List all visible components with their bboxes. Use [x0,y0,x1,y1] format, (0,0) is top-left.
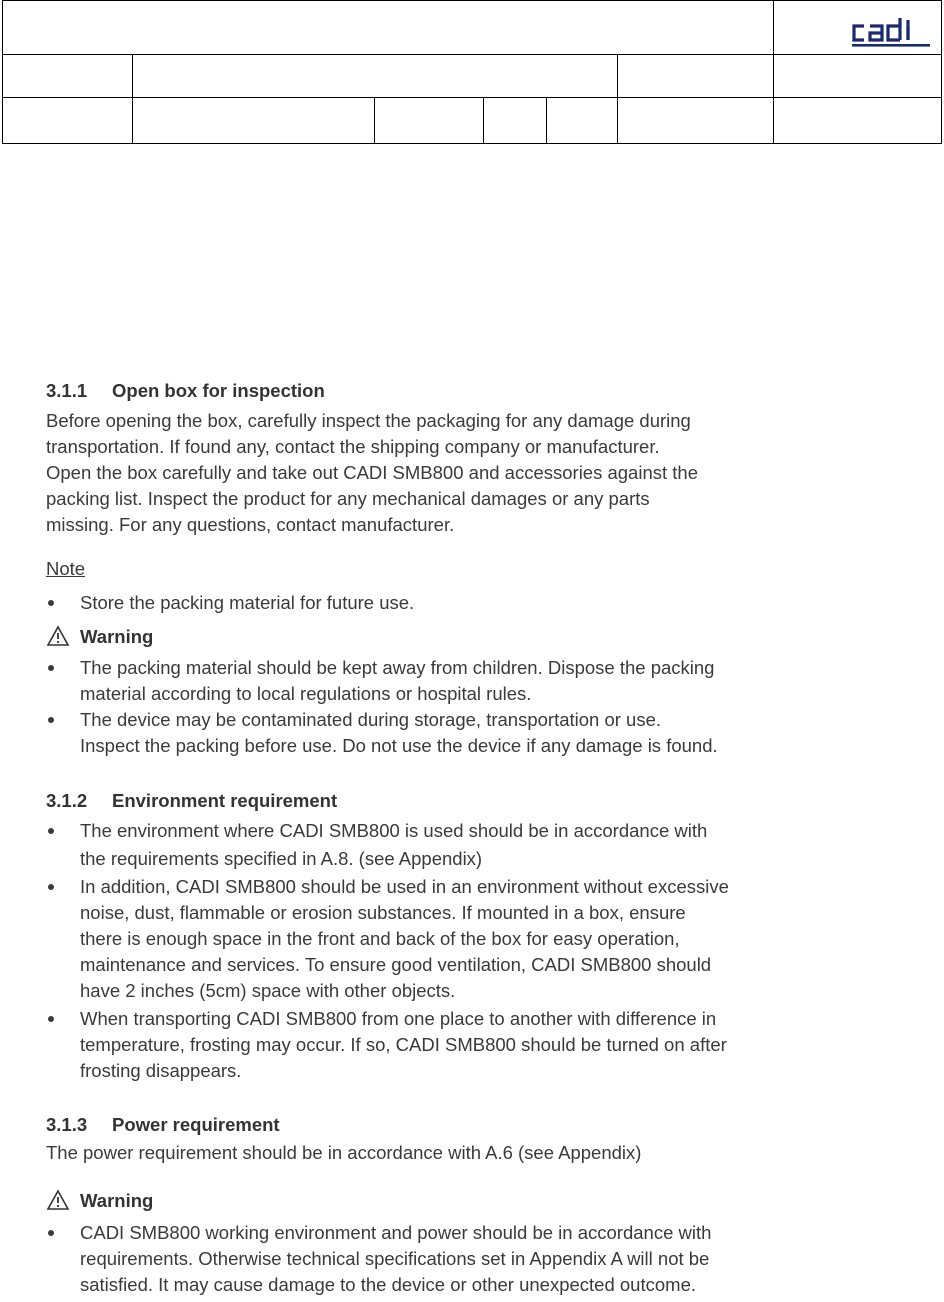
note-label: Note [46,558,86,579]
warning-heading [46,624,153,650]
section-3-1-2-heading [46,788,337,814]
bullet-text: noise, dust, flammable or erosion substances. If mounted in a box, ensure [80,902,686,923]
bullet-text: satisfied. It may cause damage to the device or other unexpected outcome. [80,1274,696,1295]
section-title: Environment requirement [112,790,338,811]
bullet-text: CADI SMB800 working environment and power should be in accordance with [80,1222,712,1243]
bullet-text: the requirements specified in A.8. (see Appendix) [80,848,483,869]
bullet-text: In addition, CADI SMB800 should be used in an environment without excessive [80,876,729,897]
bullet-text: temperature, frosting may occur. If so, CADI SMB800 should be turned on after [80,1034,727,1055]
bullet-text: The device may be contaminated during storage, transportation or use. [80,709,662,730]
logo-text: cadi [850,16,852,17]
bullet-text: Inspect the packing before use. Do not use the device if any damage is found. [80,735,718,756]
warning-label: Warning [80,626,154,647]
section-number: 3.1.3 [46,1114,88,1135]
cadi-logo [850,16,932,48]
warning-icon [46,625,70,647]
bullet-text: frosting disappears. [80,1060,242,1081]
bullet-text: The environment where CADI SMB800 is used should be in accordance with [80,820,708,841]
section-3-1-3-heading [46,1112,280,1138]
paragraph-line: Before opening the box, carefully inspect the packaging for any damage during [46,410,691,431]
bullet-text: material according to local regulations or hospital rules. [80,683,532,704]
section-title: Open box for inspection [112,380,325,401]
warning-icon [46,1189,70,1211]
header-table [2,0,942,144]
bullet-text: Store the packing material for future use. [80,592,415,613]
paragraph-line: Open the box carefully and take out CADI SMB800 and accessories against the [46,462,698,483]
bullet-text: maintenance and services. To ensure good ventilation, CADI SMB800 should [80,954,712,975]
paragraph-line: transportation. If found any, contact the shipping company or manufacturer. [46,436,660,457]
paragraph-line: packing list. Inspect the product for any mechanical damages or any parts [46,488,650,509]
section-number: 3.1.1 [46,380,88,401]
bullet-text: there is enough space in the front and back of the box for easy operation, [80,928,680,949]
section-number: 3.1.2 [46,790,88,811]
paragraph-line: The power requirement should be in accordance with A.6 (see Appendix) [46,1142,642,1163]
warning-heading [46,1188,153,1214]
bullet-text: When transporting CADI SMB800 from one place to another with difference in [80,1008,717,1029]
bullet-text: The packing material should be kept away from children. Dispose the packing [80,657,715,678]
section-title: Power requirement [112,1114,280,1135]
warning-label: Warning [80,1190,154,1211]
bullet-text: have 2 inches (5cm) space with other objects. [80,980,456,1001]
paragraph-line: missing. For any questions, contact manufacturer. [46,514,455,535]
section-3-1-1-heading [46,378,325,404]
bullet-text: requirements. Otherwise technical specifications set in Appendix A will not be [80,1248,710,1269]
